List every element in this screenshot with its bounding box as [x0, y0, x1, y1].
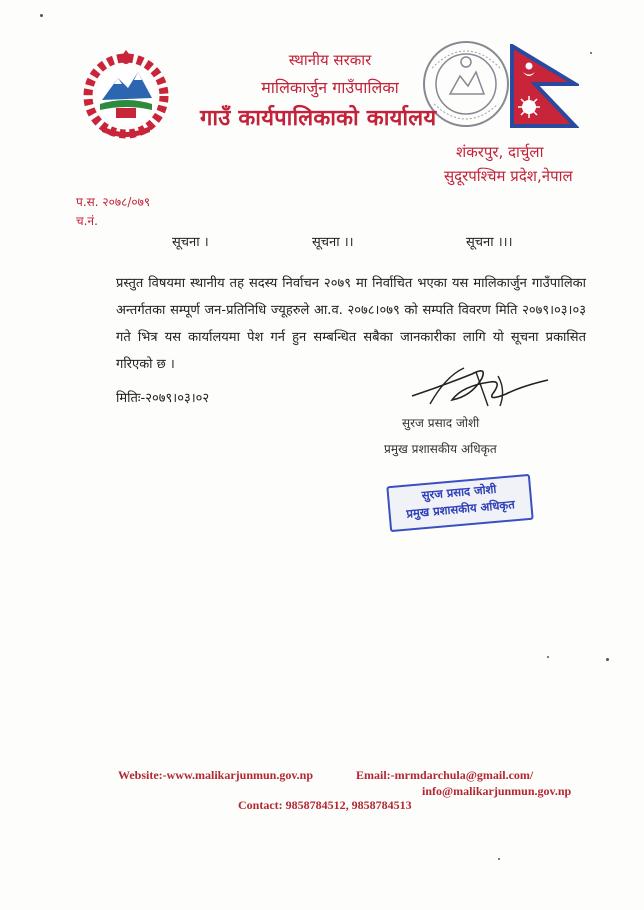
footer-website: Website:-www.malikarjunmun.gov.np	[118, 768, 314, 782]
notice-heading-3: सूचना ।।।	[466, 235, 513, 250]
notice-date: मितिः-२०७९।०३।०२	[116, 391, 210, 406]
signatory-name: सुरज प्रसाद जोशी	[402, 416, 480, 430]
scan-speck	[590, 52, 592, 54]
stamp-title: प्रमुख प्रशासकीय अधिकृत	[405, 497, 516, 521]
chalani-number: च.नं.	[76, 214, 98, 228]
municipality-name: मालिकार्जुन गाउँपालिका	[261, 78, 399, 97]
footer-email-2: info@malikarjunmun.gov.np	[422, 784, 572, 798]
notice-heading-2: सूचना ।।	[312, 235, 354, 250]
address-line1: शंकरपुर, दार्चुला	[456, 143, 544, 161]
nepal-emblem-icon	[80, 48, 172, 140]
footer-contact: Contact: 9858784512, 9858784513	[238, 798, 412, 812]
stamp-name: सुरज प्रसाद जोशी	[421, 481, 497, 503]
footer-email-1: Email:-mrmdarchula@gmail.com/	[356, 768, 534, 782]
handwritten-signature	[402, 356, 552, 416]
notice-body: प्रस्तुत विषयमा स्थानीय तह सदस्य निर्वाचन २०७९ मा निर्वाचित भएका यस मालिकार्जुन गाउँपालिका अन्तर्गतका सम्पूर्ण जन-प्रतिनिधि ज्यूहरुले आ.व. २०७८।०७९ को सम्पति विवरण मिति २०७९।०३।०३ गते भित्र यस कार्यालयमा पेश गर्न हुन सम्बन्धित सबैका जानकारीका लागि यो सूचना प्रकासित गरिएको छ ।	[116, 276, 586, 372]
scan-speck	[547, 656, 549, 658]
scan-speck	[40, 14, 43, 17]
scan-speck	[606, 658, 609, 661]
address-line2: सुदूरपश्चिम प्रदेश,नेपाल	[444, 167, 573, 185]
office-title: गाउँ कार्यपालिकाको कार्यालय	[200, 106, 437, 131]
signatory-title: प्रमुख प्रशासकीय अधिकृत	[384, 442, 497, 456]
fiscal-year-ref: प.स. २०७८/०७९	[76, 195, 151, 209]
scan-speck	[498, 858, 500, 860]
official-stamp	[386, 474, 533, 532]
notice-heading-1: सूचना ।	[172, 235, 209, 250]
header-line1: स्थानीय सरकार	[288, 51, 372, 69]
nepal-flag-icon	[509, 44, 579, 130]
